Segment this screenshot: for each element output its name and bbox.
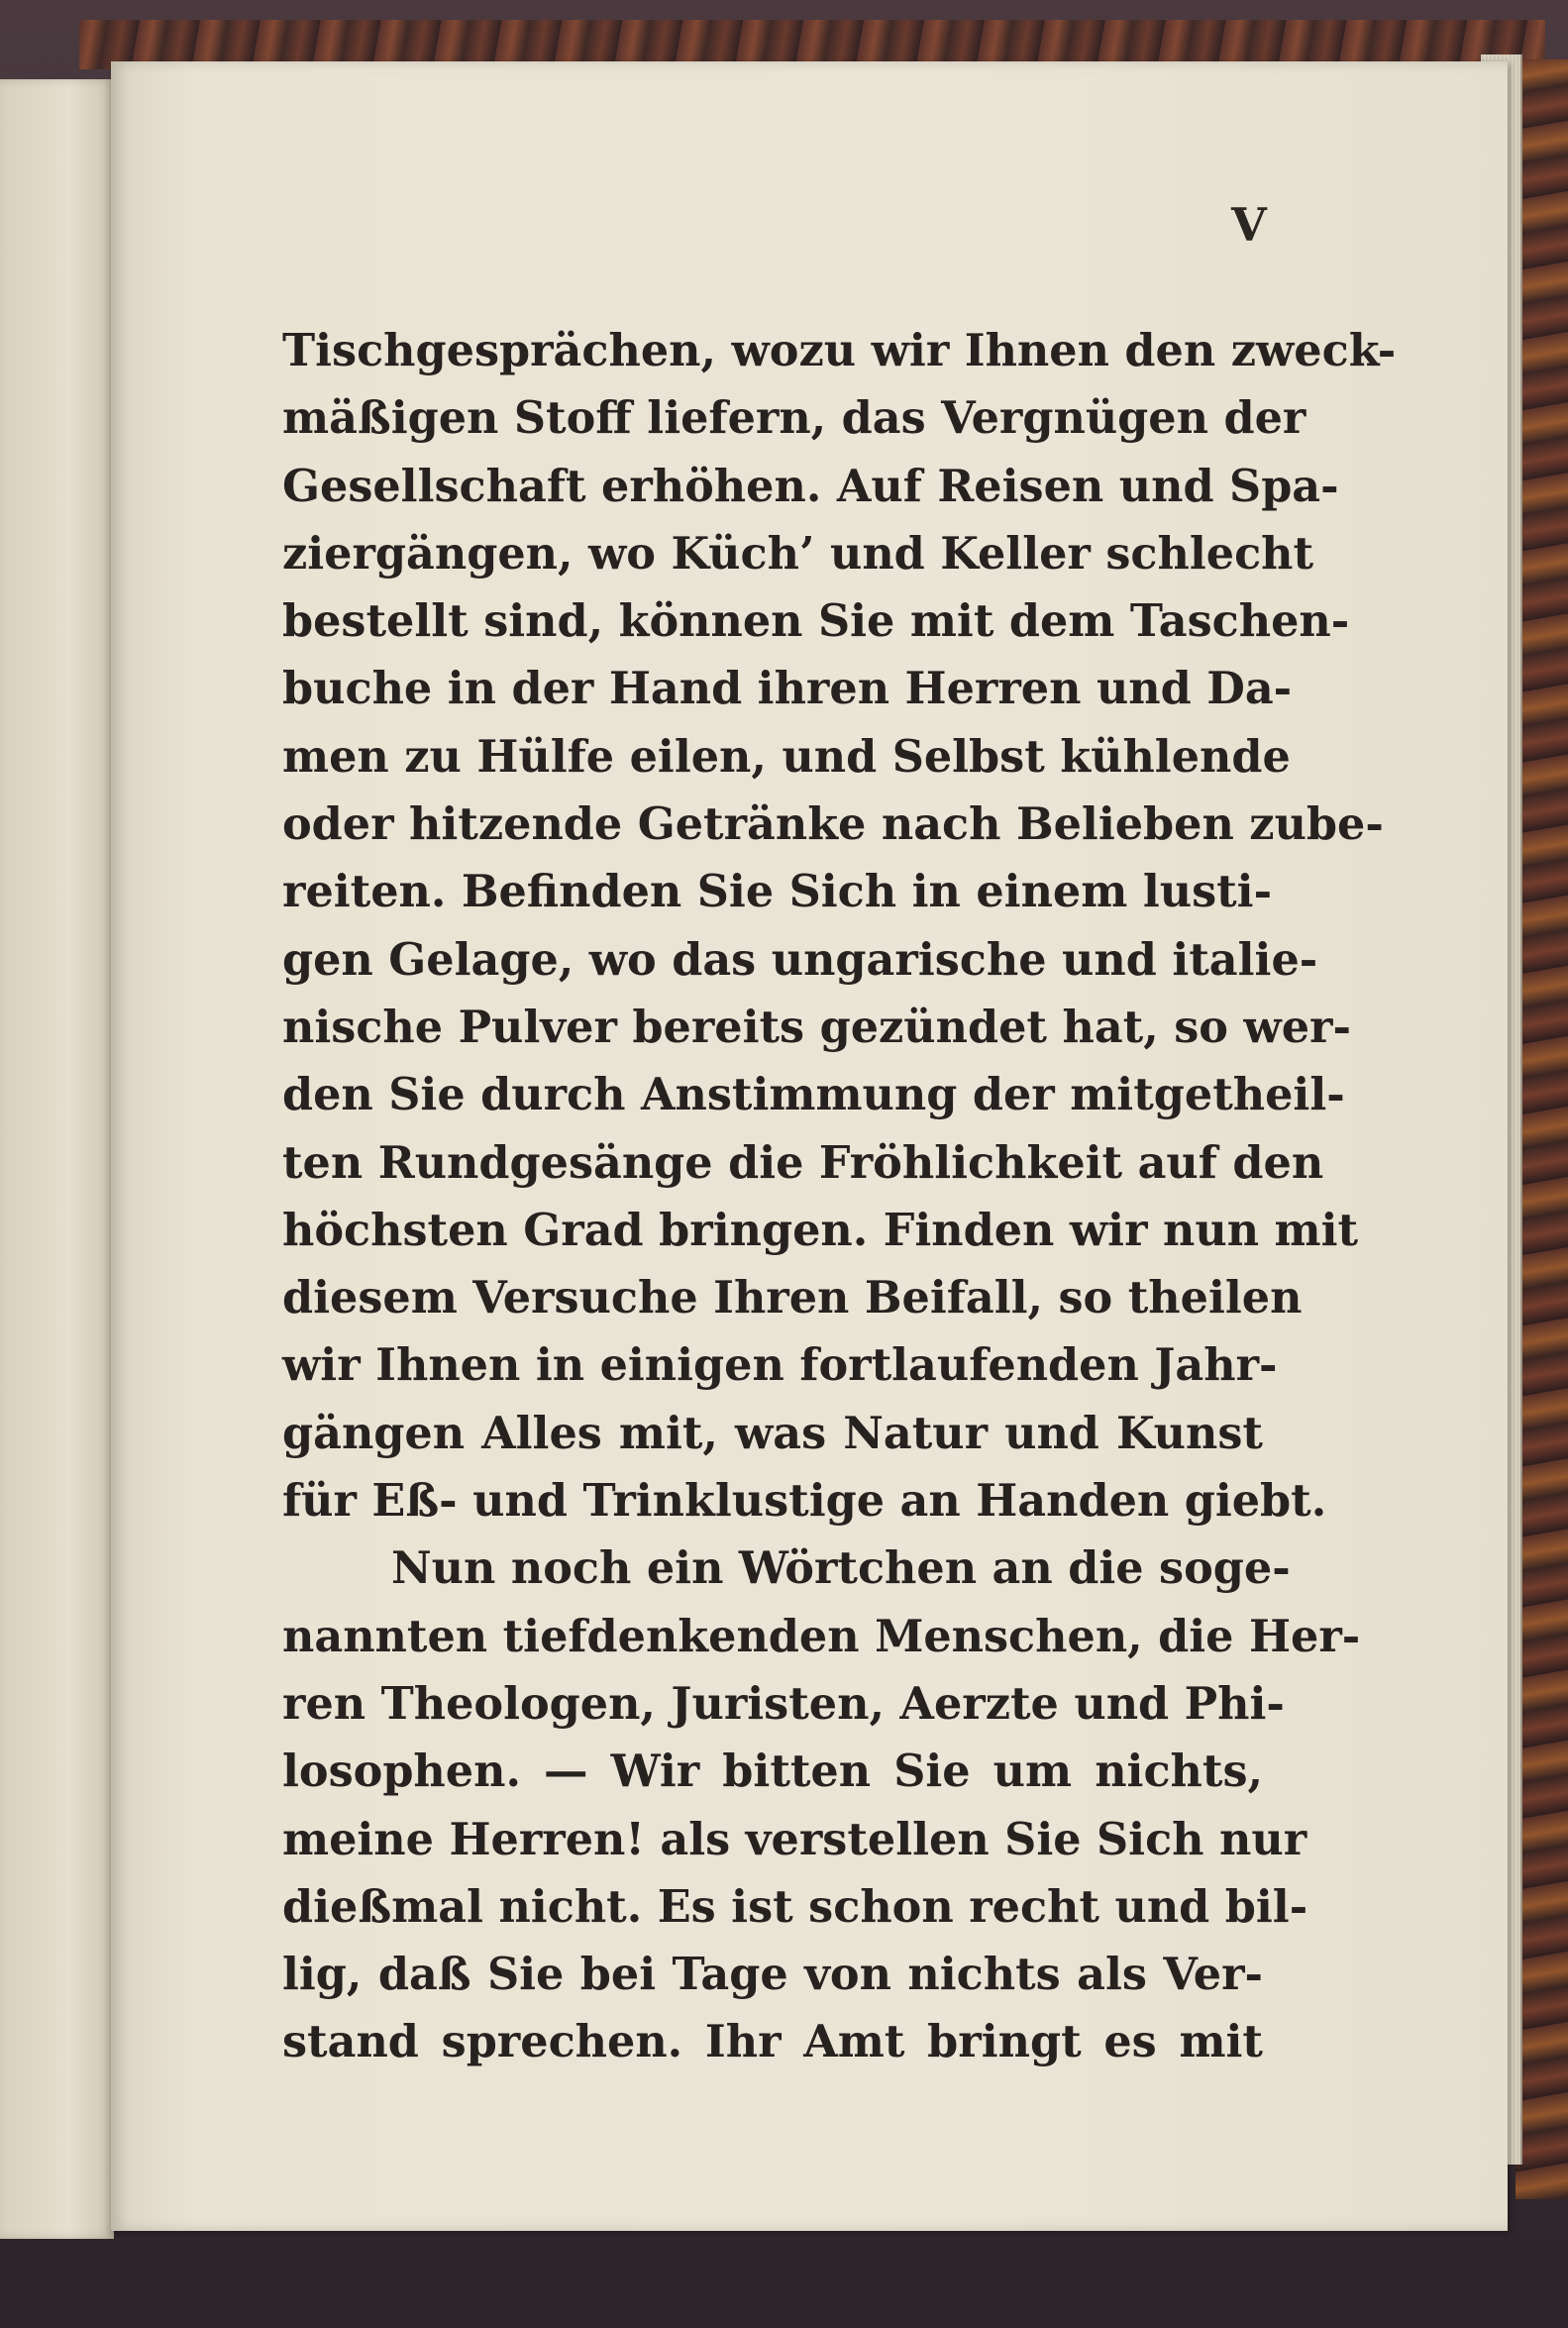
page-number: V bbox=[1231, 198, 1268, 252]
text-line: nische Pulver bereits gezündet hat, so wer- bbox=[282, 1001, 1351, 1053]
text-line: Gesellschaft erhöhen. Auf Reisen und Spa- bbox=[282, 460, 1339, 512]
text-line: gen Gelage, wo das ungarische und italie- bbox=[282, 933, 1318, 986]
text-line: wir Ihnen in einigen fortlaufenden Jahr- bbox=[282, 1339, 1278, 1392]
text-line: ziergängen, wo Küch’ und Keller schlecht bbox=[282, 527, 1314, 580]
text-line: Tischgesprächen, wozu wir Ihnen den zweck- bbox=[282, 325, 1397, 376]
text-line: stand sprechen. Ihr Amt bringt es mit bbox=[282, 2016, 1263, 2068]
text-line: oder hitzende Getränke nach Belieben zube- bbox=[282, 798, 1384, 851]
text-line: nannten tiefdenkenden Menschen, die Her- bbox=[282, 1610, 1361, 1662]
text-line: den Sie durch Anstimmung der mitgetheil- bbox=[282, 1069, 1345, 1121]
text-line: dießmal nicht. Es ist schon recht und bil- bbox=[282, 1880, 1308, 1933]
facing-page bbox=[0, 79, 114, 2239]
text-line: Nun noch ein Wörtchen an die soge- bbox=[391, 1542, 1291, 1595]
page-body-text bbox=[282, 317, 1397, 2076]
text-line: lig, daß Sie bei Tage von nichts als Ver- bbox=[282, 1949, 1263, 2001]
text-line: men zu Hülfe eilen, und Selbst kühlende bbox=[282, 730, 1291, 783]
text-line: meine Herren! als verstellen Sie Sich nur bbox=[282, 1813, 1307, 1865]
text-line: losophen. — Wir bitten Sie um nichts, bbox=[282, 1746, 1263, 1798]
text-line: mäßigen Stoff liefern, das Vergnügen der bbox=[282, 392, 1307, 445]
text-line: ren Theologen, Juristen, Aerzte und Phi- bbox=[282, 1677, 1285, 1730]
text-line: ten Rundgesänge die Fröhlichkeit auf den bbox=[282, 1136, 1324, 1189]
text-line: diesem Versuche Ihren Beifall, so theilen bbox=[282, 1272, 1303, 1324]
text-line: gängen Alles mit, was Natur und Kunst bbox=[282, 1407, 1263, 1459]
text-line: für Eß- und Trinklustige an Handen giebt. bbox=[282, 1475, 1327, 1528]
text-line: reiten. Befinden Sie Sich in einem lusti- bbox=[282, 866, 1273, 918]
text-line: höchsten Grad bringen. Finden wir nun mit bbox=[282, 1204, 1359, 1256]
marbled-edge-right bbox=[1516, 59, 1568, 2199]
text-line: buche in der Hand ihren Herren und Da- bbox=[282, 663, 1293, 715]
text-line: bestellt sind, können Sie mit dem Taschen- bbox=[282, 595, 1350, 648]
